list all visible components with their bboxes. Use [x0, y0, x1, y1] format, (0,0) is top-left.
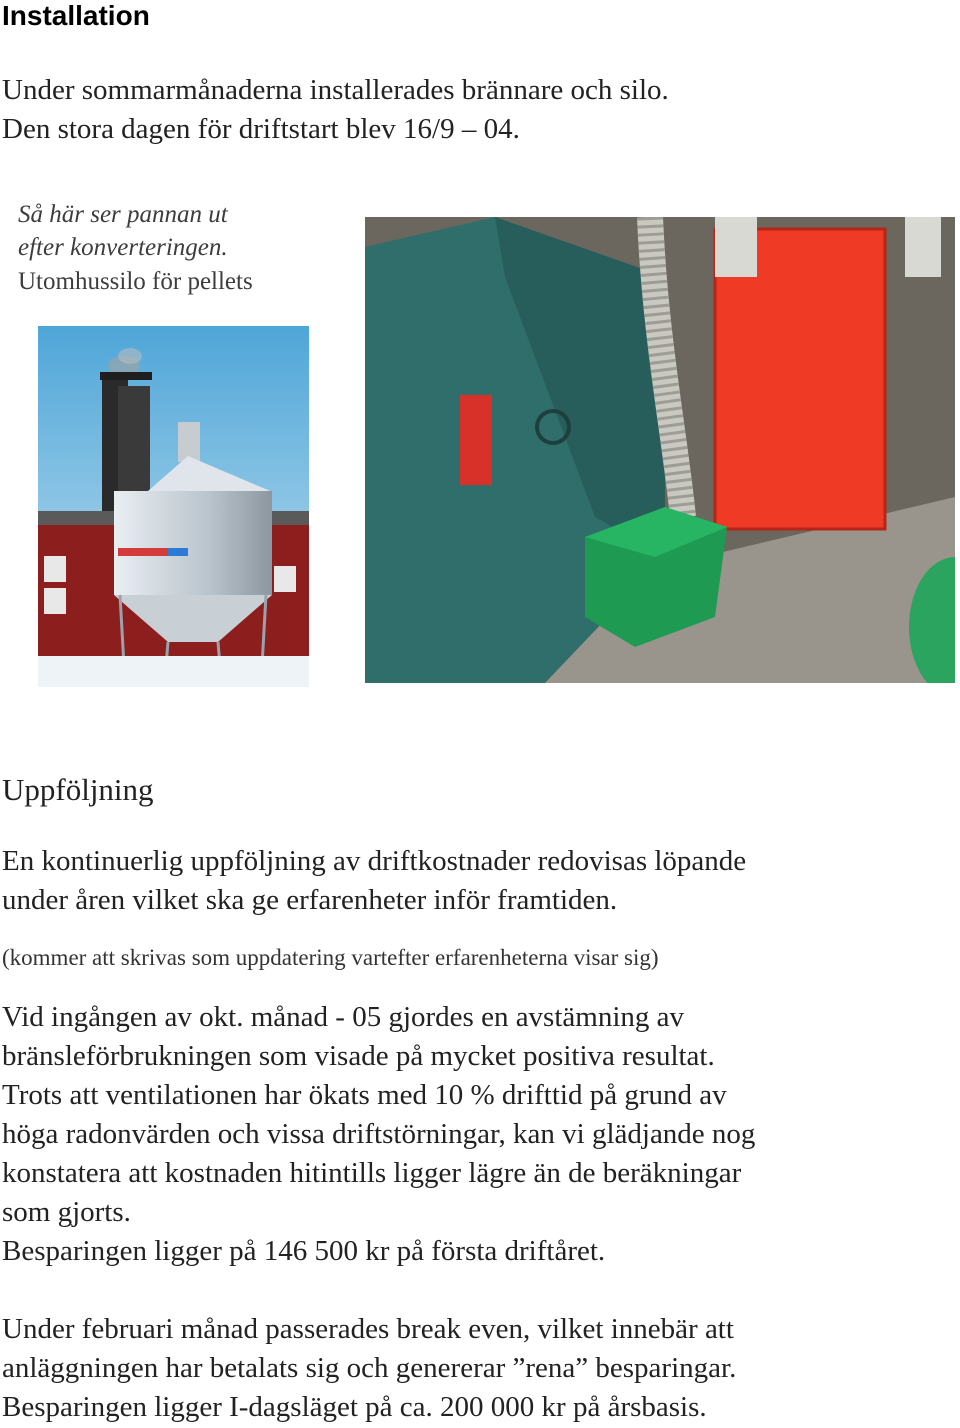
followup-p2-line-2: bränsleförbrukningen som visade på mycket positiva resultat.	[2, 1040, 715, 1072]
followup-p3-line-2: anläggningen har betalats sig och genererar ”rena” besparingar.	[2, 1352, 737, 1384]
followup-p3-line-1: Under februari månad passerades break even, vilket innebär att	[2, 1313, 734, 1345]
boiler-photo	[365, 217, 955, 683]
followup-note: (kommer att skrivas som uppdatering vartefter erfarenheterna visar sig)	[2, 945, 659, 970]
installation-heading: Installation	[2, 0, 150, 31]
installation-line-1: Under sommarmånaderna installerades brännare och silo.	[2, 74, 669, 106]
silo-photo	[38, 326, 309, 687]
installation-line-2: Den stora dagen för driftstart blev 16/9 – 04.	[2, 113, 520, 145]
silo-caption: Utomhussilo för pellets	[18, 268, 253, 295]
followup-p2-line-1: Vid ingången av okt. månad - 05 gjordes en avstämning av	[2, 1001, 685, 1033]
followup-p2-line-5: konstatera att kostnaden hitintills ligger lägre än de beräkningar	[2, 1157, 742, 1189]
followup-p2-line-6: som gjorts.	[2, 1196, 131, 1228]
followup-p2-line-4: höga radonvärden och vissa driftstörningar, kan vi glädjande nog	[2, 1118, 756, 1150]
followup-p1-line-1: En kontinuerlig uppföljning av driftkostnader redovisas löpande	[2, 845, 747, 877]
boiler-caption-line-1: Så här ser pannan ut	[18, 201, 228, 228]
followup-p1-line-2: under åren vilket ska ge erfarenheter inför framtiden.	[2, 884, 618, 916]
followup-p2-line-7: Besparingen ligger på 146 500 kr på första driftåret.	[2, 1235, 606, 1267]
boiler-caption-line-2: efter konverteringen.	[18, 234, 228, 261]
followup-p2-line-3: Trots att ventilationen har ökats med 10 % drifttid på grund av	[2, 1079, 727, 1111]
followup-heading: Uppföljning	[2, 772, 154, 807]
followup-p3-line-3: Besparingen ligger I-dagsläget på ca. 200 000 kr på årsbasis.	[2, 1391, 707, 1423]
